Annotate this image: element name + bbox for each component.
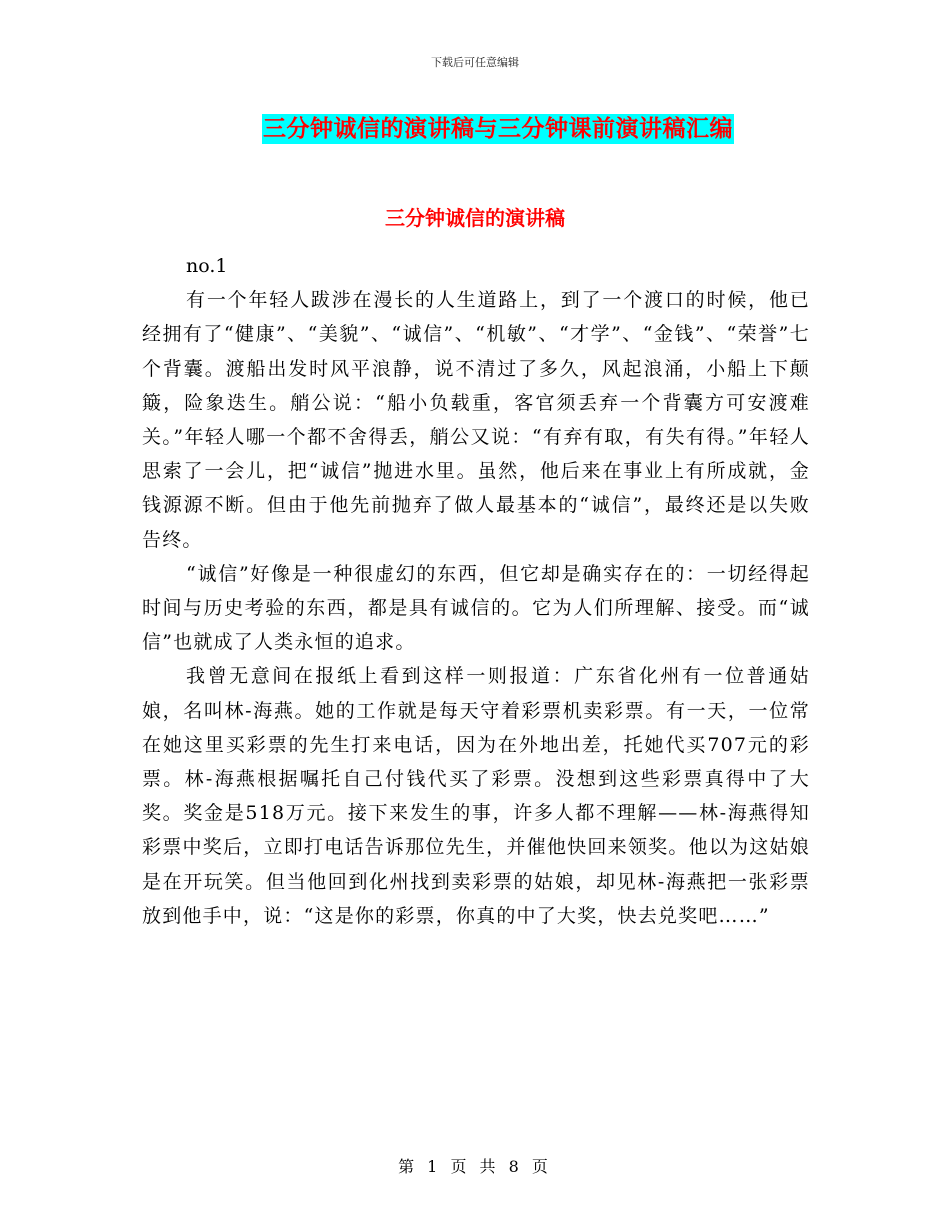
paragraph: “诚信”好像是一种很虚幻的东西，但它却是确实存在的：一切经得起时间与历史考验的东西，都是具有诚信的。它为人们所理解、接受。而“诚信”也就成了人类永恒的追求。 — [142, 562, 810, 654]
document-title — [0, 114, 950, 144]
document-body — [142, 249, 810, 933]
page-footer: 第 1 页 共 8 页 — [398, 1157, 552, 1176]
paragraph: 有一个年轻人跋涉在漫长的人生道路上，到了一个渡口的时候，他已经拥有了“健康”、“美貌”、“诚信”、“机敏”、“才学”、“金钱”、“荣誉”七个背囊。渡船出发时风平浪静，说不清过了多久，风起浪涌，小船上下颠簸，险象迭生。艄公说：“船小负载重，客官须丢弃一个背囊方可安渡难关。”年轻人哪一个都不舍得丢，艄公又说：“有弃有取，有失有得。”年轻人思索了一会儿，把“诚信”抛进水里。虽然，他后来在事业上有所成就，金钱源源不断。但由于他先前抛弃了做人最基本的“诚信”，最终还是以失败告终。 — [142, 289, 810, 551]
section-title: 三分钟诚信的演讲稿 — [385, 206, 565, 230]
section-number: no.1 — [186, 255, 228, 277]
paragraph: 我曾无意间在报纸上看到这样一则报道：广东省化州有一位普通姑娘，名叫林-海燕。她的工作就是每天守着彩票机卖彩票。有一天，一位常在她这里买彩票的先生打来电话，因为在外地出差，托她代买707元的彩票。林-海燕根据嘱托自己付钱代买了彩票。没想到这些彩票真得中了大奖。奖金是518万元。接下来发生的事，许多人都不理解——林-海燕得知彩票中奖后，立即打电话告诉那位先生，并催他快回来领奖。他以为这姑娘是在开玩笑。但当他回到化州找到卖彩票的姑娘，却见林-海燕把一张彩票放到他手中，说：“这是你的彩票，你真的中了大奖，快去兑奖吧……” — [142, 665, 810, 927]
document-title-text: 三分钟诚信的演讲稿与三分钟课前演讲稿汇编 — [263, 116, 733, 142]
page-header: 下载后可任意编辑 — [431, 56, 519, 69]
